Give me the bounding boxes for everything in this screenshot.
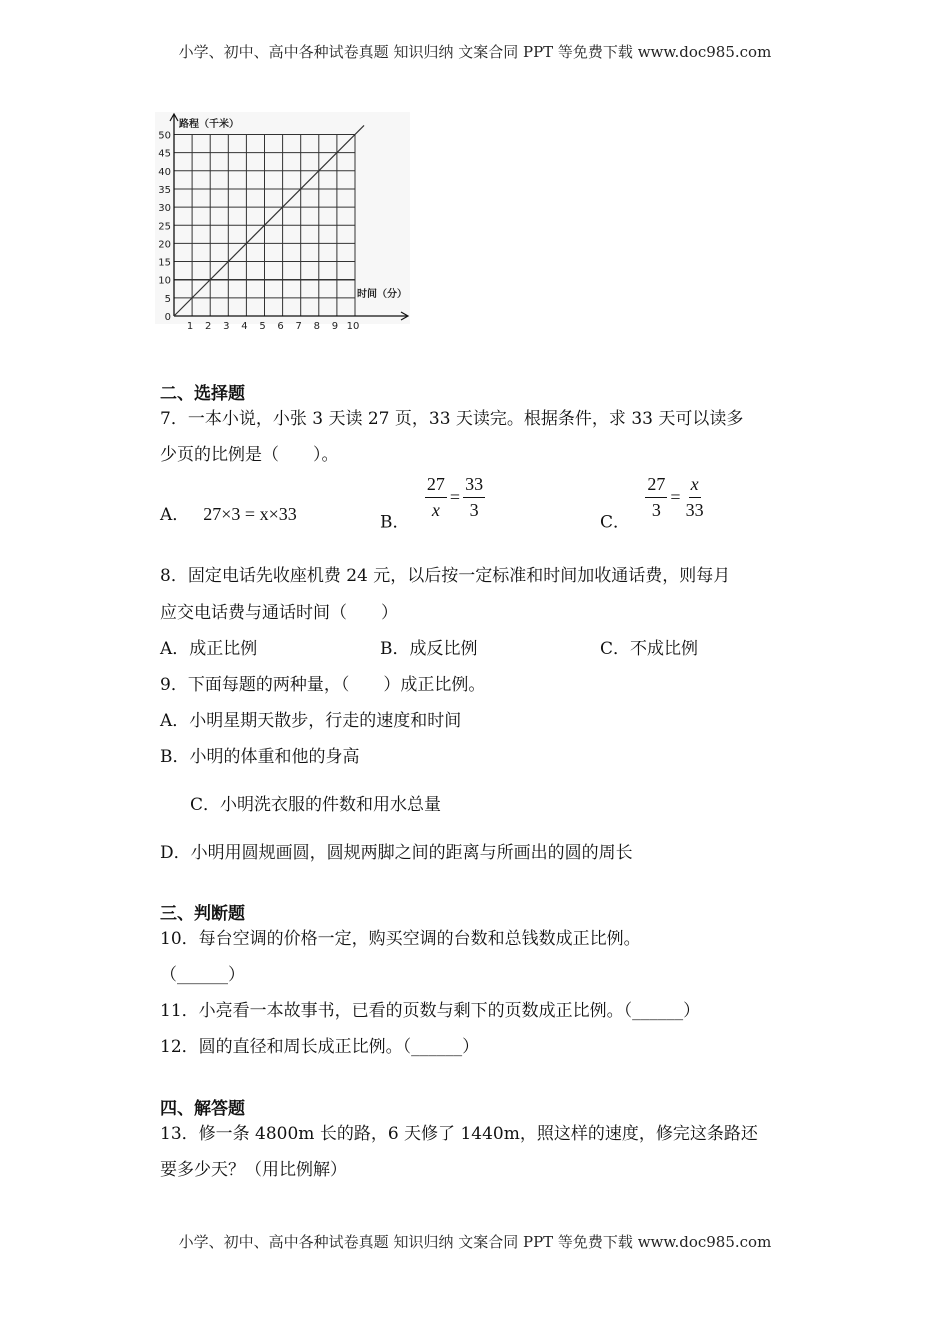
chart-y-tick-label: 10 [158, 275, 171, 287]
chart-x-tick-label: 9 [331, 321, 339, 332]
question-8-option-b: B．成反比例 [380, 639, 478, 659]
chart-x-tick-label: 10 [346, 321, 360, 332]
chart-y-tick-label: 45 [158, 148, 171, 160]
question-8-line2: 应交电话费与通话时间（ ） [160, 603, 398, 623]
question-9-option-d: D．小明用圆规画圆，圆规两脚之间的距离与所画出的圆的周长 [160, 843, 633, 863]
question-9-option-c: C．小明洗衣服的件数和用水总量 [190, 795, 442, 815]
question-12: 12．圆的直径和周长成正比例。（______） [160, 1037, 480, 1057]
question-7-line2: 少页的比例是（ ）。 [160, 445, 339, 465]
chart-y-tick-label: 50 [158, 130, 171, 142]
chart-x-tick-label: 6 [277, 321, 284, 332]
question-7-option-b: B． $\frac{27}{x}$ = $\frac{33}{3}$ [380, 474, 484, 533]
question-8-option-c: C．不成比例 [600, 639, 699, 659]
chart-x-tick-label: 1 [186, 321, 194, 332]
chart-x-tick-label: 8 [313, 321, 320, 332]
question-7-option-c: C． $\frac{27}{3}$ = $\frac{x}{33}$ [600, 474, 704, 533]
question-13-line1: 13．修一条 4800m 长的路，6 天修了 1440m，照这样的速度，修完这条路还 [160, 1124, 758, 1144]
question-10-line1: 10．每台空调的价格一定，购买空调的台数和总钱数成正比例。 [160, 929, 641, 949]
chart-y-tick-label: 20 [158, 239, 171, 251]
section-title-choice: 二、选择题 [160, 384, 245, 404]
option-c-fraction-right: $\frac{x}{33}$ [685, 474, 704, 520]
chart-y-tick-label: 30 [158, 203, 171, 215]
question-7-line1: 7．一本小说，小张 3 天读 27 页，33 天读完。根据条件，求 33 天可以读多 [160, 409, 744, 429]
question-7-option-a: A． 27×3 = x×33 [160, 504, 297, 525]
question-9-option-a: A．小明星期天散步，行走的速度和时间 [160, 711, 462, 731]
chart-y-tick-label: 40 [158, 166, 171, 178]
distance-time-chart [155, 112, 415, 332]
question-9-option-b: B．小明的体重和他的身高 [160, 747, 360, 767]
option-c-fraction-left: $\frac{27}{3}$ [647, 474, 666, 520]
question-8-option-a: A．成正比例 [160, 639, 258, 659]
chart-x-axis-label: 时间（分） [357, 288, 407, 300]
chart-y-axis-label: 路程（千米） [179, 119, 239, 130]
chart-x-tick-label: 3 [223, 321, 230, 332]
question-13-line2: 要多少天？（用比例解） [160, 1160, 347, 1180]
option-b-fraction-left: $\frac{27}{x}$ [426, 474, 445, 520]
chart-x-tick-label: 7 [295, 321, 302, 332]
question-9-stem: 9．下面每题的两种量，（ ）成正比例。 [160, 675, 486, 695]
chart-y-tick-label: 15 [158, 257, 171, 269]
option-b-fraction-right: $\frac{33}{3}$ [465, 474, 484, 520]
chart-x-tick-label: 5 [259, 321, 266, 332]
section-title-solve: 四、解答题 [160, 1099, 245, 1119]
page-header: 小学、初中、高中各种试卷真题 知识归纳 文案合同 PPT 等免费下载 www.doc985.com [178, 43, 772, 61]
chart-y-tick-label: 5 [164, 293, 171, 305]
chart-x-tick-label: 4 [241, 321, 248, 332]
page-footer: 小学、初中、高中各种试卷真题 知识归纳 文案合同 PPT 等免费下载 www.doc985.com [178, 1233, 772, 1251]
chart-y-tick-label: 25 [158, 221, 171, 233]
option-a-expression: 27×3 = x×33 [203, 504, 297, 524]
chart-y-tick-label: 0 [164, 312, 171, 323]
chart-y-tick-label: 35 [158, 184, 171, 196]
question-8-line1: 8．固定电话先收座机费 24 元，以后按一定标准和时间加收通话费，则每月 [160, 566, 731, 586]
question-10-blank: （______） [160, 965, 245, 985]
chart-x-tick-label: 2 [205, 321, 212, 332]
question-11: 11．小亮看一本故事书，已看的页数与剩下的页数成正比例。（______） [160, 1001, 701, 1021]
section-title-judgement: 三、判断题 [160, 904, 245, 924]
